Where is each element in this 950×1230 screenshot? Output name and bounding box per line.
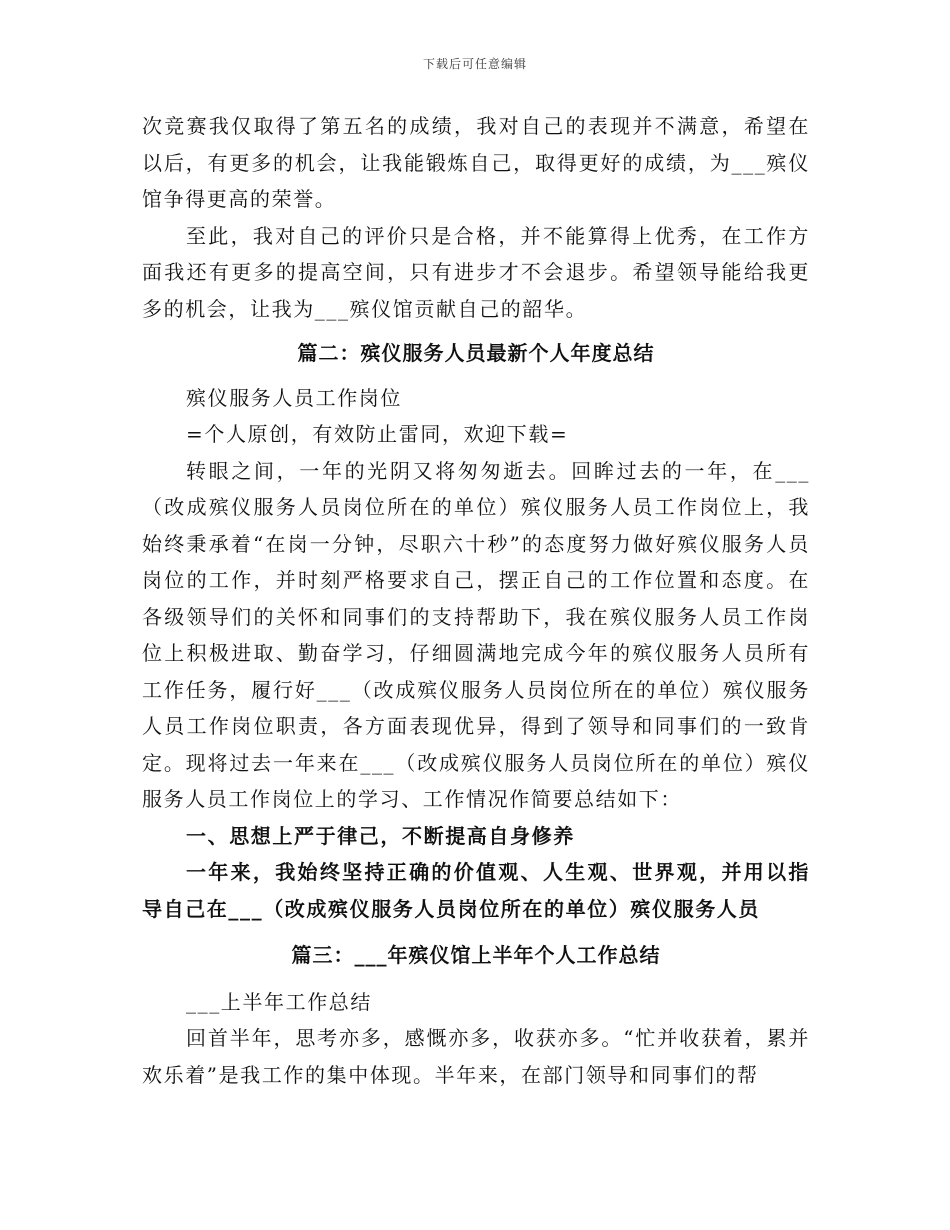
subheading-1: 一、思想上严于律己，不断提高自身修养	[186, 823, 575, 848]
section-heading-3: 篇三：___年殡仪馆上半年个人工作总结	[291, 943, 661, 967]
paragraph-1: 次竞赛我仅取得了第五名的成绩，我对自己的表现并不满意，希望在以后，有更多的机会，让我能锻炼自己，取得更好的成绩，为___殡仪馆争得更高的荣誉。	[142, 114, 810, 211]
paragraph-half-year: 回首半年，思考亦多，感慨亦多，收获亦多。“忙并收获着，累并欢乐着”是我工作的集中体现。半年来，在部门领导和同事们的帮	[142, 1026, 810, 1087]
document-body	[142, 108, 810, 1093]
paragraph-2: 至此，我对自己的评价只是合格，并不能算得上优秀，在工作方面我还有更多的提高空间，只有进步才不会退步。希望领导能给我更多的机会，让我为___殡仪馆贡献自己的韶华。	[142, 223, 810, 321]
paragraph-summary: 转眼之间，一年的光阴又将匆匆逝去。回眸过去的一年，在___（改成殡仪服务人员岗位所在的单位）殡仪服务人员工作岗位上，我始终秉承着“在岗一分钟，尽职六十秒”的态度努力做好殡仪服务人员岗位的工作，并时刻严格要求自己，摆正自己的工作位置和态度。在各级领导们的关怀和同事们的支持帮助下，我在殡仪服务人员工作岗位上积极进取、勤奋学习，仔细圆满地完成今年的殡仪服务人员所有工作任务，履行好___（改成殡仪服务人员岗位所在的单位）殡仪服务人员工作岗位职责，各方面表现优异，得到了领导和同事们的一致肯定。现将过去一年来在___（改成殡仪服务人员岗位所在的单位）殡仪服务人员工作岗位上的学习、工作情况作简要总结如下：	[142, 458, 810, 811]
paragraph-bold: 一年来，我始终坚持正确的价值观、人生观、世界观，并用以指导自己在___（改成殡仪服务人员岗位所在的单位）殡仪服务人员	[142, 860, 810, 921]
section-heading-2: 篇二：殡仪服务人员最新个人年度总结	[297, 341, 655, 365]
paragraph-job-title: 殡仪服务人员工作岗位	[186, 385, 402, 410]
page-header: 下载后可任意编辑	[422, 57, 527, 71]
paragraph-original-note: =个人原创，有效防止雷同，欢迎下载=	[186, 422, 569, 446]
paragraph-half-year-title: ___上半年工作总结	[186, 989, 372, 1014]
